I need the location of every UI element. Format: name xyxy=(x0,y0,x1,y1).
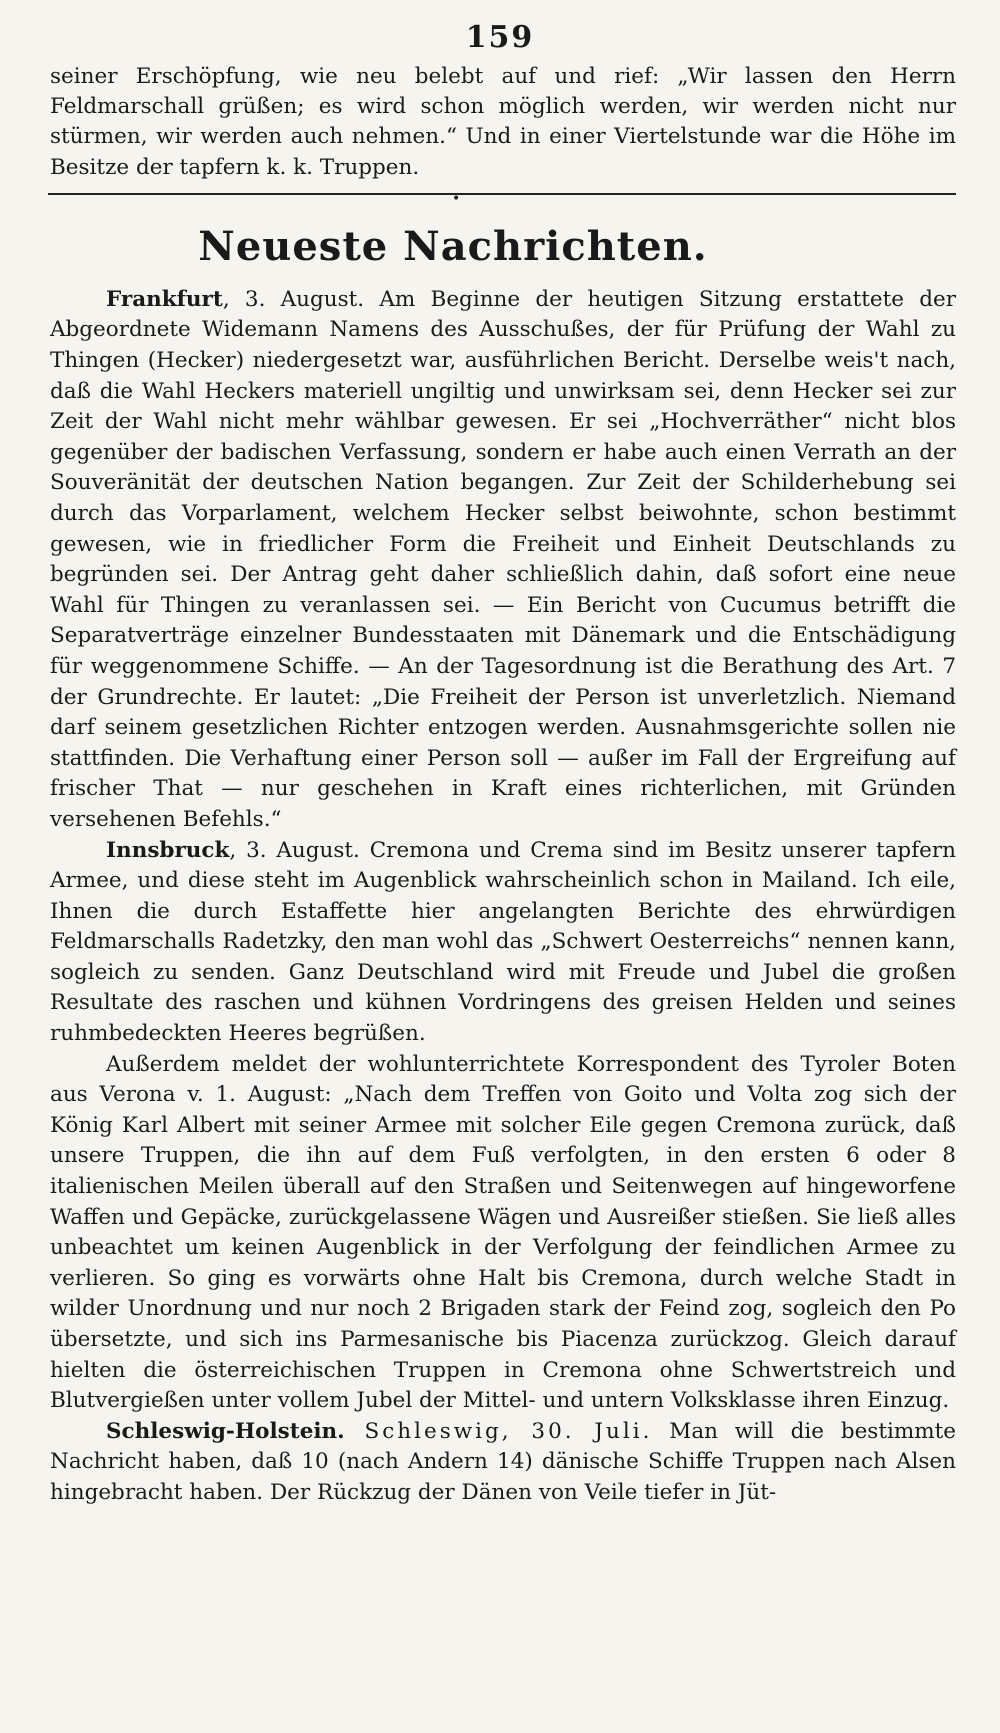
page-number: 159 xyxy=(465,20,535,55)
divider-dot-icon: • xyxy=(452,190,461,207)
article-verona-report xyxy=(50,1050,956,1417)
article-text: Außerdem meldet der wohlunterrichtete Korrespondent des Tyroler Boten aus Verona v. 1. August: „Nach dem Treffen von Goito und Volta zog sich der König Karl Albert mit seiner Armee mit solcher Eile gegen Cremona zurück, daß unsere Truppen, die ihn auf dem Fuß verfolgten, in den ersten 6 oder 8 italienischen Meilen überall auf den Straßen und Seitenwegen auf hingeworfene Waffen und Gepäcke, zurückgelassene Wägen und Ausreißer stießen. Sie ließ alles unbeachtet um keinen Augenblick in der Verfolgung der feindlichen Armee zu verlieren. So ging es vorwärts ohne Halt bis Cremona, durch welche Stadt in wilder Unordnung und nur noch 2 Brigaden stark der Feind zog, sogleich den Po übersetzte, und sich ins Parmesanische bis Piacenza zurückzog. Gleich darauf hielten die österreichischen Truppen in Cremona ohne Schwertstreich und Blutvergießen unter vollem Jubel der Mittel- und untern Volksklasse ihren Einzug. xyxy=(50,1051,956,1414)
article-date: , 3. August. xyxy=(229,837,360,863)
intro-paragraph: seiner Erschöpfung, wie neu belebt auf und rief: „Wir lassen den Herrn Feldmarschall grüßen; es wird schon möglich werden, wir werden nicht nur stürmen, wir werden auch nehmen.“ Und in einer Viertelstunde war die Höhe im Besitze der tapfern k. k. Truppen. xyxy=(50,64,956,180)
article-date: , 3. August. xyxy=(222,286,365,312)
article-text: Man will die bestimmte Nachricht haben, daß 10 (nach Andern 14) dänische Schiffe Truppen nach Alsen hingebracht haben. Der Rückzug der Dänen von Veile tiefer in Jüt- xyxy=(50,1418,956,1505)
article-schleswig-holstein xyxy=(50,1417,956,1509)
article-date: Schleswig, 30. Juli. xyxy=(344,1418,653,1444)
article-place: Schleswig-Holstein. xyxy=(106,1418,345,1444)
section-divider xyxy=(50,190,956,207)
section-heading: Neueste Nachrichten. xyxy=(198,222,708,270)
article-text: Cremona und Crema sind im Besitz unserer tapfern Armee, und diese steht im Augenblick wahrscheinlich schon in Mailand. Ich eile, Ihnen die durch Estaffette hier angelangten Berichte des ehrwürdigen Feldmarschalls Radetzky, den man wohl das „Schwert Oesterreichs“ nennen kann, sogleich zu senden. Ganz Deutschland wird mit Freude und Jubel die großen Resultate des raschen und kühnen Vordringens des greisen Helden und seines ruhmbedeckten Heeres begrüßen. xyxy=(50,837,956,1047)
divider-line xyxy=(48,193,956,195)
document-page xyxy=(50,14,956,1509)
article-place: Frankfurt xyxy=(106,286,223,312)
article-place: Innsbruck xyxy=(106,837,230,863)
article-frankfurt xyxy=(50,285,956,836)
article-innsbruck xyxy=(50,836,956,1050)
article-text: Am Beginne der heutigen Sitzung erstattete der Abgeordnete Widemann Namens des Ausschußes, der für Prüfung der Wahl zu Thingen (Hecker) niedergesetzt war, ausführlichen Bericht. Derselbe weis't nach, daß die Wahl Heckers materiell ungiltig und unwirksam sei, denn Hecker sei zur Zeit der Wahl nicht mehr wählbar gewesen. Er sei „Hochverräther“ nicht blos gegenüber der badischen Verfassung, sondern er habe auch einen Verrath an der Souveränität der deutschen Nation begangen. Zur Zeit der Schilderhebung sei durch das Vorparlament, welchem Hecker selbst beiwohnte, schon bestimmt gewesen, wie in friedlicher Form die Freiheit und Einheit Deutschlands zu begründen sei. Der Antrag geht daher schließlich dahin, daß sofort eine neue Wahl für Thingen zu veranlassen sei. — Ein Bericht von Cucumus betrifft die Separatverträge einzelner Bundesstaaten mit Dänemark und die Entschädigung für weggenommene Schiffe. — An der Tagesordnung ist die Berathung des Art. 7 der Grundrechte. Er lautet: „Die Freiheit der Person ist unverletzlich. Niemand darf seinem gesetzlichen Richter entzogen werden. Ausnahmsgerichte sollen nie stattfinden. Die Verhaftung einer Person soll — außer im Fall der Ergreifung auf frischer That — nur geschehen in Kraft eines richterlichen, mit Gründen versehenen Befehls.“ xyxy=(50,286,956,832)
